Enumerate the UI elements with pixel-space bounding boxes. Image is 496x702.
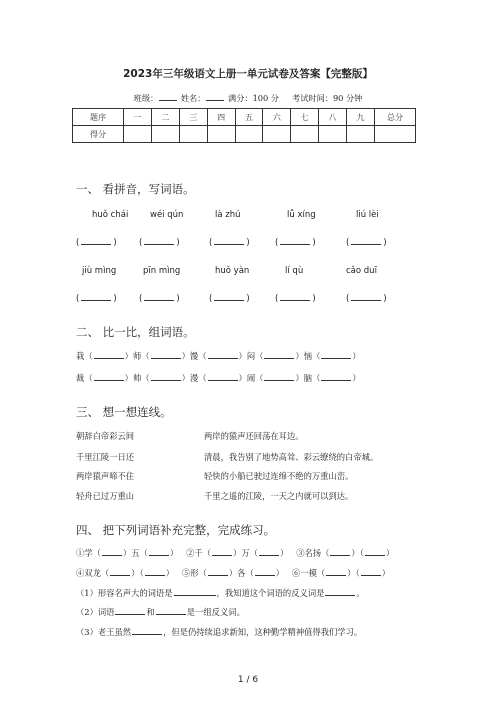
answer-blank[interactable] bbox=[208, 351, 238, 359]
answer-blank[interactable]: ( ) bbox=[275, 294, 316, 304]
answer-blank[interactable]: ( ) bbox=[76, 294, 117, 304]
score-cell[interactable] bbox=[151, 126, 179, 143]
pinyin: liú lèi bbox=[356, 210, 379, 220]
header-cell: 三 bbox=[179, 109, 207, 126]
poem-line[interactable]: 轻舟已过万重山 bbox=[76, 491, 135, 501]
answer-blank[interactable] bbox=[94, 373, 124, 381]
header-cell: 四 bbox=[207, 109, 235, 126]
compare-row-2: 裁（ ）帅（ ）漫（ ）闹（ ）脑（ ） bbox=[76, 373, 361, 383]
answer-blank[interactable]: ( ) bbox=[139, 238, 180, 248]
answer-blank[interactable]: ( ) bbox=[139, 294, 180, 304]
score-table-header bbox=[73, 109, 416, 126]
name-label: 姓名： bbox=[180, 93, 206, 103]
pinyin: là zhú bbox=[215, 210, 241, 220]
translation-line[interactable]: 清晨，我告别了地势高耸、彩云缭绕的白帝城。 bbox=[204, 452, 379, 462]
score-cell[interactable] bbox=[319, 126, 347, 143]
header-cell: 一 bbox=[124, 109, 152, 126]
score-table-row bbox=[73, 126, 416, 143]
score-cell[interactable] bbox=[207, 126, 235, 143]
score-cell[interactable] bbox=[291, 126, 319, 143]
poem-line[interactable]: 两岸猿声啼不住 bbox=[76, 471, 135, 481]
pinyin: jiù mìng bbox=[82, 266, 117, 276]
answer-blank[interactable] bbox=[151, 351, 181, 359]
header-cell: 八 bbox=[319, 109, 347, 126]
pinyin: wéi qún bbox=[150, 210, 184, 220]
pinyin: lǚ xíng bbox=[287, 210, 316, 220]
section2-heading: 二、 比一比，组词语。 bbox=[76, 325, 195, 339]
idiom-line-2: ④双龙（ ）（ ） ⑤形（ ）各（ ） ⑥一模（ ）（ ） bbox=[76, 568, 391, 578]
idiom-line-1: ①学（ ）五（ ） ②千（ ）万（ ） ③名扬（ ）（ ） bbox=[76, 548, 395, 558]
score-table bbox=[72, 108, 416, 143]
row-label: 得分 bbox=[73, 126, 124, 143]
answer-blank[interactable] bbox=[174, 588, 216, 596]
pinyin: cǎo duī bbox=[346, 266, 377, 276]
name-blank bbox=[206, 92, 224, 101]
question-1: （1）形容名声大的词语是 ，我知道这个词语的反义词是 。 bbox=[76, 588, 365, 598]
answer-blank[interactable] bbox=[361, 568, 381, 576]
translation-line[interactable]: 轻快的小船已驶过连绵不绝的万重山峦。 bbox=[204, 471, 354, 481]
exam-info bbox=[0, 92, 496, 104]
answer-blank[interactable] bbox=[115, 607, 145, 615]
poem-line[interactable]: 千里江陵一日还 bbox=[76, 452, 135, 462]
answer-blank[interactable]: ( ) bbox=[209, 294, 250, 304]
answer-blank[interactable] bbox=[212, 548, 232, 556]
exam-time: 考试时间：90 分钟 bbox=[292, 93, 363, 103]
score-cell[interactable] bbox=[263, 126, 291, 143]
answer-blank[interactable] bbox=[259, 548, 279, 556]
answer-blank[interactable] bbox=[330, 548, 350, 556]
translation-line[interactable]: 千里之遥的江陵，一天之内就可以到达。 bbox=[204, 491, 354, 501]
question-2: （2）词语 和 是一组反义词。 bbox=[76, 607, 245, 617]
answer-blank[interactable] bbox=[365, 548, 385, 556]
score-cell[interactable] bbox=[235, 126, 263, 143]
section1-heading: 一、 看拼音，写词语。 bbox=[76, 182, 195, 196]
answer-blank[interactable] bbox=[110, 568, 130, 576]
section3-heading: 三、 想一想连线。 bbox=[76, 405, 172, 419]
score-cell[interactable] bbox=[347, 126, 375, 143]
header-cell: 九 bbox=[347, 109, 375, 126]
header-cell: 七 bbox=[291, 109, 319, 126]
answer-blank[interactable] bbox=[325, 588, 355, 596]
answer-blank[interactable] bbox=[326, 568, 346, 576]
answer-blank[interactable] bbox=[94, 351, 124, 359]
answer-blank[interactable] bbox=[151, 373, 181, 381]
pinyin: huǒ yàn bbox=[215, 266, 250, 276]
answer-blank[interactable] bbox=[208, 373, 238, 381]
compare-row-1: 栽（ ）师（ ）馒（ ）闷（ ）恼（ ） bbox=[76, 351, 361, 361]
answer-blank[interactable] bbox=[255, 568, 275, 576]
answer-blank[interactable] bbox=[149, 548, 169, 556]
answer-blank[interactable] bbox=[264, 373, 294, 381]
page-number: 1 / 6 bbox=[237, 675, 259, 685]
answer-blank[interactable]: ( ) bbox=[275, 238, 316, 248]
answer-blank[interactable]: ( ) bbox=[346, 294, 387, 304]
score-cell[interactable] bbox=[124, 126, 152, 143]
answer-blank[interactable] bbox=[264, 351, 294, 359]
full-score: 满分：100 分 bbox=[228, 93, 279, 103]
pinyin: lí qù bbox=[285, 266, 304, 276]
poem-line[interactable]: 朝辞白帝彩云间 bbox=[76, 431, 135, 441]
pinyin: pīn mìng bbox=[143, 266, 181, 276]
class-blank bbox=[159, 92, 177, 101]
answer-blank[interactable] bbox=[145, 568, 165, 576]
question-3: （3）老王虽然 ，但是仍持续追求新知，这种勤学精神值得我们学习。 bbox=[76, 627, 363, 637]
answer-blank[interactable] bbox=[208, 568, 228, 576]
document-title: 2023年三年级语文上册一单元试卷及答案【完整版】 bbox=[123, 68, 373, 80]
score-cell[interactable] bbox=[375, 126, 416, 143]
answer-blank[interactable]: ( ) bbox=[76, 238, 117, 248]
section4-heading: 四、 把下列词语补充完整，完成练习。 bbox=[76, 523, 276, 537]
header-cell: 二 bbox=[151, 109, 179, 126]
answer-blank[interactable]: ( ) bbox=[346, 238, 387, 248]
score-cell[interactable] bbox=[179, 126, 207, 143]
answer-blank[interactable] bbox=[321, 351, 351, 359]
answer-blank[interactable] bbox=[102, 548, 122, 556]
class-label: 班级： bbox=[133, 93, 159, 103]
answer-blank[interactable] bbox=[156, 607, 186, 615]
header-cell: 六 bbox=[263, 109, 291, 126]
header-cell: 五 bbox=[235, 109, 263, 126]
header-cell: 题序 bbox=[73, 109, 124, 126]
answer-blank[interactable]: ( ) bbox=[209, 238, 250, 248]
answer-blank[interactable] bbox=[321, 373, 351, 381]
pinyin: huǒ chái bbox=[92, 210, 129, 220]
translation-line[interactable]: 两岸的猿声还回荡在耳边。 bbox=[204, 431, 304, 441]
header-cell: 总分 bbox=[375, 109, 416, 126]
answer-blank[interactable] bbox=[132, 627, 162, 635]
